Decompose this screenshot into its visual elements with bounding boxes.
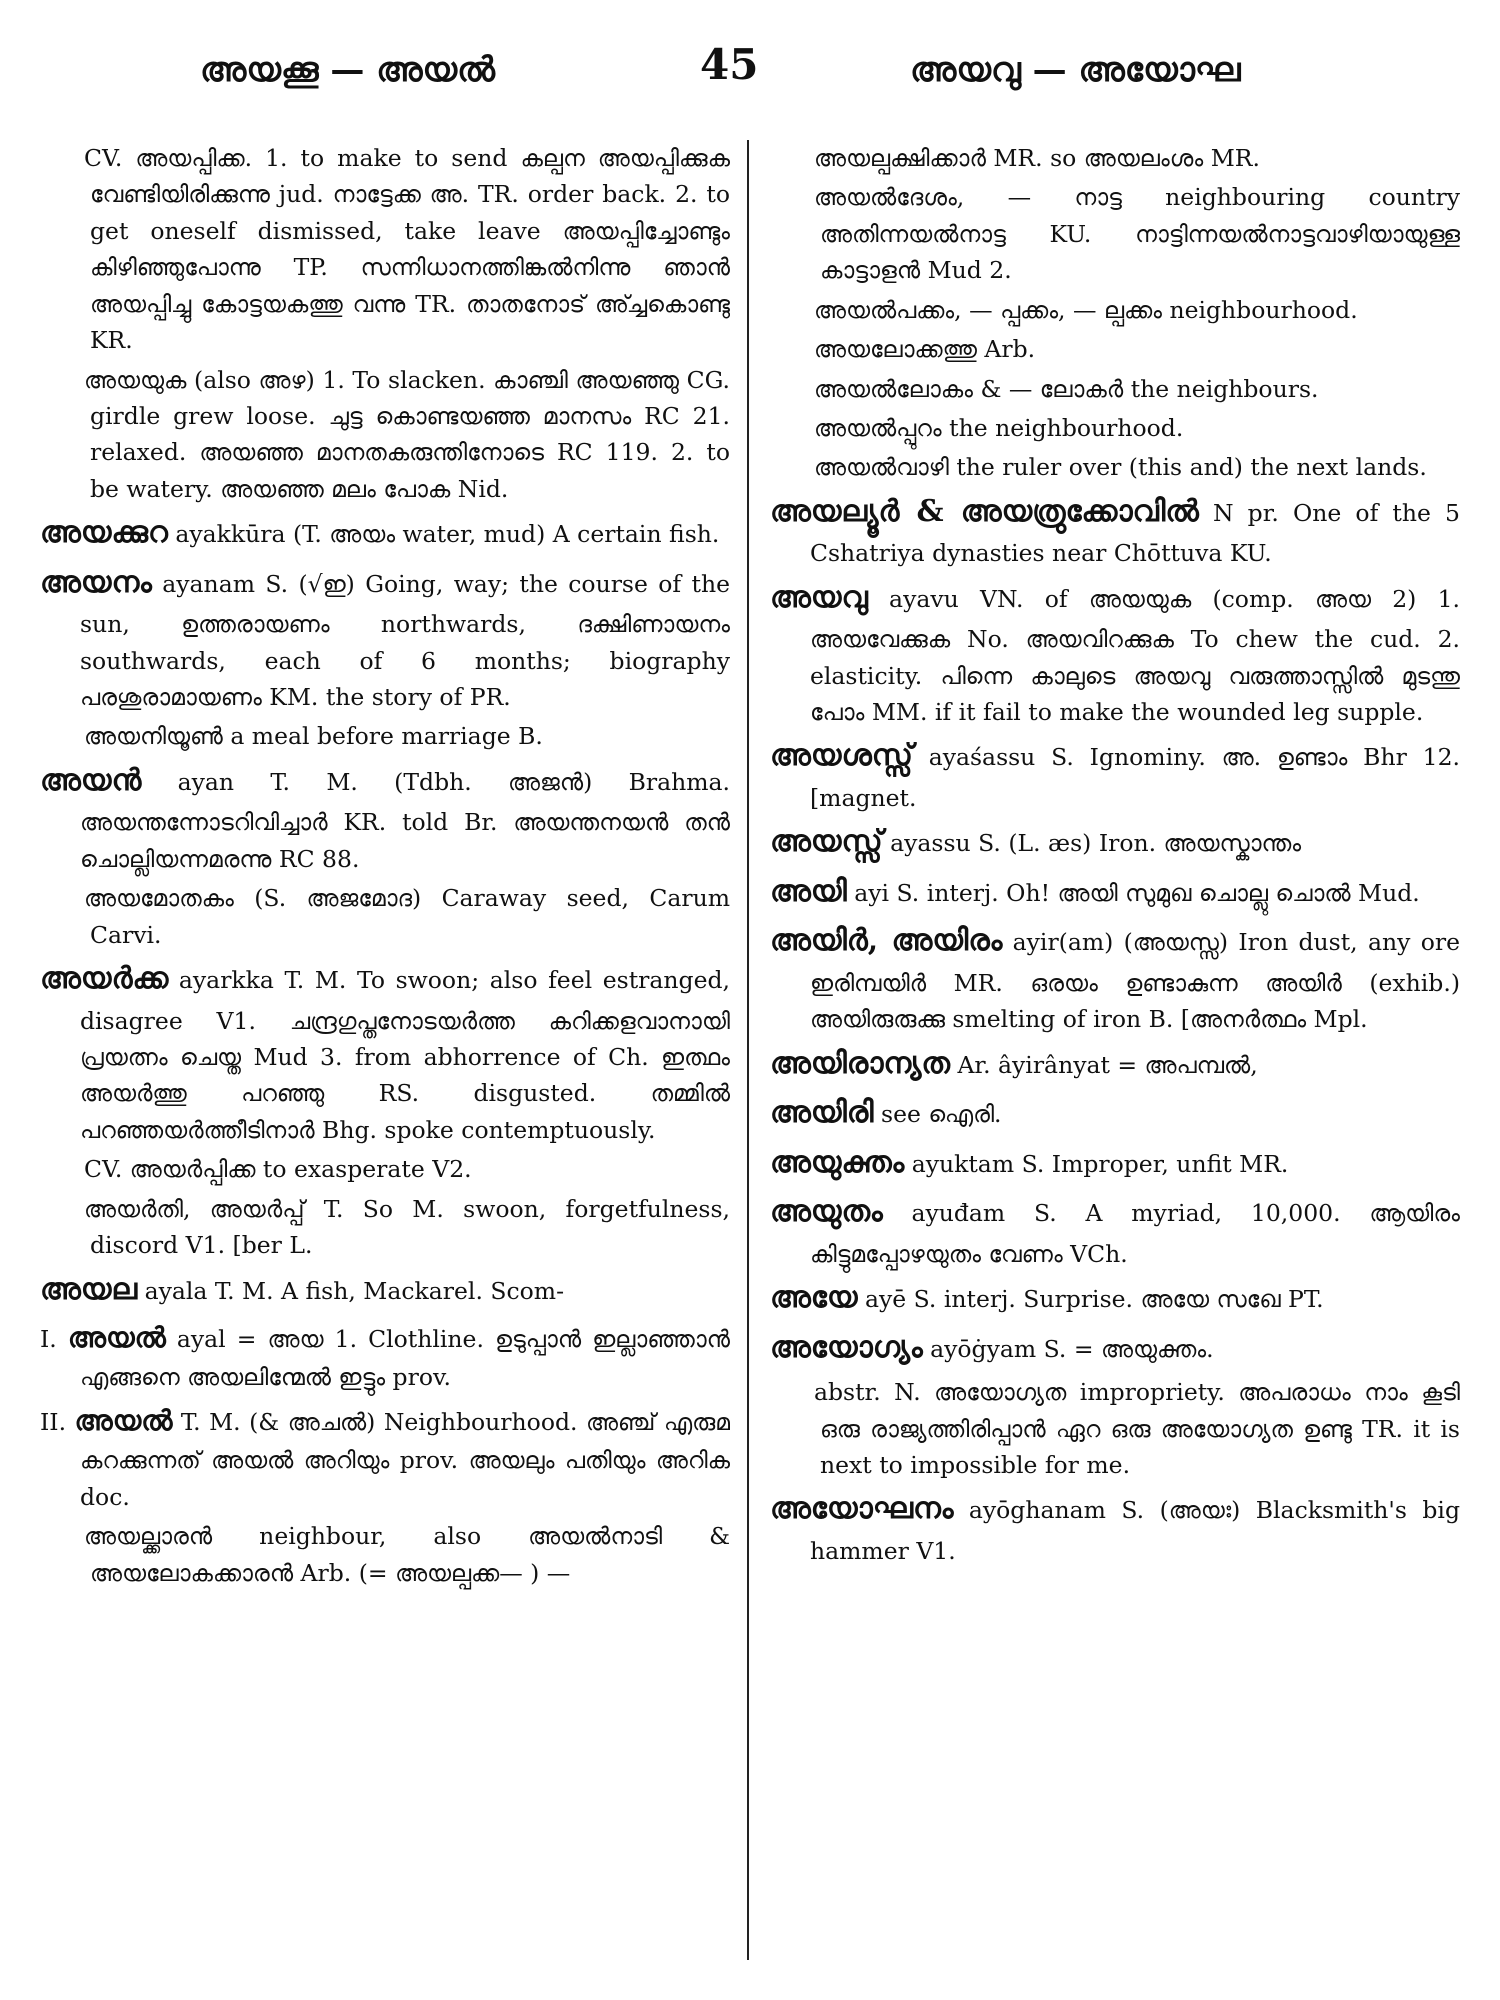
headword: അയല്യൂർ & അയത്രുക്കോവിൽ — [770, 493, 1199, 529]
dictionary-entry — [770, 1275, 1460, 1322]
sub-entry — [770, 331, 1460, 367]
entry-text: ayaśassu S. Ignominy. അ. ഉണ്ടാം Bhr 12. [magnet. — [810, 743, 1460, 812]
entry-text: അയലോക്കത്തു Arb. — [814, 335, 1036, 364]
dictionary-entry — [770, 1189, 1460, 1272]
entry-numeral: I. — [40, 1325, 57, 1354]
running-head-right: അയവു — അയോഘ — [910, 50, 1241, 90]
entry-text: ayan T. M. (Tdbh. അജൻ) Brahma. അയന്തന്നോടറിവിച്ചാർ KR. told Br. അയന്തനയൻ തൻ ചൊല്ലിയന്നമരന്നു RC 88. — [80, 767, 730, 873]
entry-text: N pr. One of the 5 Cshatriya dynasties near Chōttuva KU. — [810, 498, 1460, 568]
dictionary-entry — [770, 869, 1460, 916]
entry-text: അയല്പക്ഷിക്കാർ MR. so അയലംശം MR. — [814, 144, 1260, 172]
headword: അയേ — [770, 1280, 858, 1316]
entry-text: ayē S. interj. Surprise. അയേ സഖേ PT. — [857, 1285, 1324, 1314]
headword: അയക്കുറ — [40, 515, 168, 551]
headword: അയൻ — [40, 762, 142, 798]
headword: അയശസ്സ് — [770, 738, 913, 774]
sub-entry — [770, 449, 1460, 485]
entry-text: see ഐരി. — [873, 1100, 1002, 1129]
entry-text: Ar. âyirânyat = അപമ്പൽ, — [949, 1050, 1258, 1079]
left-column — [40, 140, 730, 1970]
headword: അയുക്തം — [770, 1144, 905, 1180]
dictionary-entry — [770, 819, 1460, 866]
entry-text: ayala T. M. A fish, Mackarel. Scom- — [137, 1276, 565, 1305]
right-column — [770, 140, 1460, 1970]
sub-entry — [40, 1191, 730, 1264]
headword: അയി — [770, 873, 847, 909]
entry-text: ayi S. interj. Oh! അയി സുമുഖ ചൊല്ലു ചൊൽ Mud. — [846, 878, 1420, 907]
headword: അയവു — [770, 579, 868, 615]
dictionary-entry — [40, 1267, 730, 1314]
sub-entry — [770, 410, 1460, 446]
entry-text: ayavu VN. of അയയുക (comp. അയ 2) 1. അയവേക്കുക No. അയവിറക്കുക To chew the cud. 2. elasticity. പിന്നെ കാലുടെ അയവു വരുത്താസ്സിൽ മുടന്തു പോം MM. if it fail to make the wounded leg supple. — [810, 584, 1460, 727]
dictionary-entry — [770, 733, 1460, 816]
entry-text: അയയുക (also അഴ) 1. To slacken. കാഞ്ചി അയഞ്ഞു CG. girdle grew loose. ചുട്ട കൊണ്ടയഞ്ഞ മാനസം RC 21. relaxed. അയഞ്ഞ മാനതകരുന്തിനോടെ RC 119. 2. to be watery. അയഞ്ഞ മലം പോക Nid. — [84, 365, 730, 503]
running-head-left: അയക്കൂ — അയൽ — [200, 50, 496, 90]
entry-text: ayuđam S. A myriad, 10,000. ആയിരം കിട്ടുമപ്പോഴയുതം വേണം VCh. — [810, 1199, 1460, 1268]
dictionary-entry — [770, 1041, 1460, 1088]
entry-text: അയല്ക്കാരൻ neighbour, also അയൽനാടി & അയലോകക്കാരൻ Arb. (= അയല്പക്ക— ) — — [84, 1522, 730, 1587]
entry-text: ayanam S. (√ഇ) Going, way; the course of the sun, ഉത്തരായണം northwards, ദക്ഷിണായനം southwards, each of 6 months; biography പരശുരാമായണം KM. the story of PR. — [80, 569, 730, 712]
entry-text: ayōghanam S. (അയഃ) Blacksmith's big hammer V1. — [810, 1496, 1460, 1565]
sub-entry — [40, 140, 730, 359]
entry-text: അയനിയൂൺ a meal before marriage B. — [84, 722, 543, 751]
entry-text: അയൽപ്പുറം the neighbourhood. — [814, 413, 1184, 442]
entry-text: അയർതി, അയർപ്പ് T. So M. swoon, forgetfulness, discord V1. [ber L. — [84, 1194, 730, 1260]
headword: അയസ്സ് — [770, 824, 883, 860]
headword: അയോഘനം — [770, 1491, 954, 1527]
sub-entry — [40, 362, 730, 508]
dictionary-entry — [40, 758, 730, 877]
entry-text: ayuktam S. Improper, unfit MR. — [904, 1149, 1289, 1178]
entry-numeral: II. — [40, 1407, 67, 1436]
sub-entry — [40, 1518, 730, 1591]
dictionary-entry — [40, 1316, 730, 1396]
sub-entry — [40, 1151, 730, 1187]
dictionary-entry — [770, 918, 1460, 1037]
entry-text: ayassu S. (L. æs) Iron. അയസ്കാന്തം — [882, 829, 1302, 858]
dictionary-entry — [40, 510, 730, 557]
dictionary-entry — [770, 1140, 1460, 1187]
sub-entry — [770, 179, 1460, 288]
dictionary-entry — [770, 1090, 1460, 1137]
entry-text: അയൽവാഴി the ruler over (this and) the next lands. — [814, 453, 1427, 482]
headword: അയനം — [40, 564, 152, 600]
entry-text: ayōġyam S. = അയുക്തം. — [922, 1334, 1214, 1363]
dictionary-entry — [770, 575, 1460, 731]
sub-entry — [770, 371, 1460, 407]
entry-text: ayarkka T. M. To swoon; also feel estranged, disagree V1. ചന്ദ്രഗുപ്തനോടയർത്ത കറിക്കളവാനായി പ്രയത്നം ചെയ്ത Mud 3. from abhorrence of Ch. ഇത്ഥം അയർത്തു പറഞ്ഞു RS. disgusted. തമ്മിൽ പറഞ്ഞയർത്തീടിനാർ Bhg. spoke contemptuously. — [80, 966, 730, 1144]
entry-text: അയൽലോകം & — ലോകർ the neighbours. — [814, 374, 1319, 403]
headword: അയല — [40, 1271, 138, 1307]
dictionary-entry — [770, 1486, 1460, 1569]
dictionary-entry — [40, 1399, 730, 1515]
entry-text: T. M. (& അചൽ) Neighbourhood. അഞ്ച് എരുമ കറക്കുന്നത് അയൽ അറിയും prov. അയലും പതിയും അറിക doc. — [80, 1407, 730, 1511]
headword: അയിരാന്യത — [770, 1045, 950, 1081]
entry-text: ayakkūra (T. അയം water, mud) A certain fish. — [167, 520, 720, 549]
dictionary-entry — [770, 489, 1460, 572]
dictionary-entry — [40, 956, 730, 1148]
page-header — [0, 40, 1500, 110]
sub-entry — [770, 292, 1460, 328]
sub-entry — [40, 880, 730, 953]
entry-text: CV. അയപ്പിക്ക. 1. to make to send കല്പന അയപ്പിക്കുക വേണ്ടിയിരിക്കുന്നു jud. നാട്ടേക്ക അ. TR. order back. 2. to get oneself dismissed, take leave അയപ്പിച്ചോണ്ടും കിഴിഞ്ഞുപോന്നു TP. സന്നിധാനത്തിങ്കൽനിന്നു ഞാൻ അയപ്പിച്ചു കോട്ടയകത്തു വന്നു TR. താതനോട് അ‍്ച്ചകൊണ്ടു KR. — [84, 144, 730, 355]
dictionary-entry — [770, 1325, 1460, 1372]
entry-text: അയൽദേശം, — നാട്ട neighbouring country അതിന്നയൽനാട്ട KU. നാട്ടിന്നയൽനാട്ടവാഴിയായുള്ള കാട്ടാളൻ Mud 2. — [814, 183, 1460, 285]
headword: അയോഗ്യം — [770, 1329, 923, 1365]
headword: അയൽ — [67, 1321, 166, 1355]
entry-text: ayal = അയ 1. Clothline. ഉടുപ്പാൻ ഇല്ലാഞ്ഞാൻ എങ്ങനെ അയലിന്മേൽ ഇട്ടും prov. — [80, 1325, 730, 1392]
headword: അയിർ, അയിരം — [770, 923, 1003, 959]
page-number: 45 — [700, 40, 759, 89]
headword: അയിരി — [770, 1095, 874, 1131]
headword: അയുതം — [770, 1194, 883, 1230]
headword: അയർക്ക — [40, 961, 169, 997]
sub-entry — [770, 140, 1460, 176]
entry-text: അയൽപക്കം, — പ്പക്കം, — ല്പക്കം neighbourhood. — [814, 295, 1358, 324]
entry-text: CV. അയർപ്പിക്ക to exasperate V2. — [84, 1155, 472, 1184]
entry-text: അയമോതകം (S. അജമോദ) Caraway seed, Carum Carvi. — [84, 884, 730, 949]
column-divider — [747, 140, 749, 1960]
headword: അയൽ — [74, 1403, 173, 1437]
sub-entry — [770, 1374, 1460, 1483]
dictionary-entry — [40, 560, 730, 716]
entry-text: abstr. N. അയോഗ്യത impropriety. അപരാധം നാം കൂടി ഒരു രാജ്യത്തിരിപ്പാൻ ഏറ ഒരു അയോഗ്യത ഉണ്ടു TR. it is next to impossible for me. — [814, 1378, 1460, 1480]
sub-entry — [40, 718, 730, 754]
entry-text: ayir(am) (അയസ്സ) Iron dust, any ore ഇരിമ്പയിർ MR. ഒരയം ഉണ്ടാകുന്ന അയിർ (exhib.) അയിരുരുക്കു smelting of iron B. [അനർത്ഥം Mpl. — [810, 928, 1460, 1034]
